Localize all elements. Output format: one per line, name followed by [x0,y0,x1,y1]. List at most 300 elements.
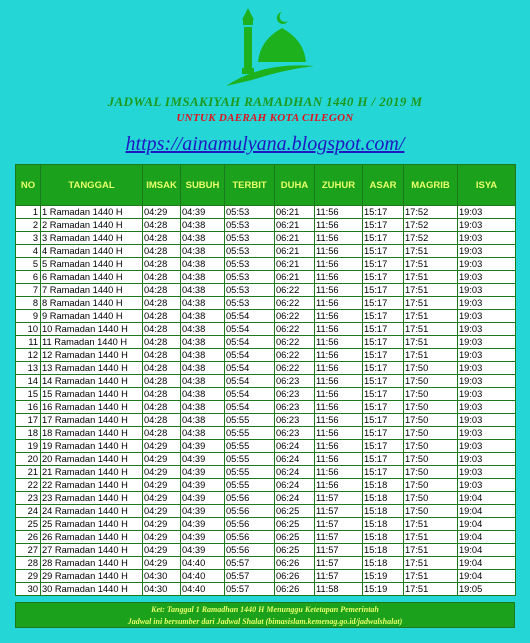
table-row [16,414,516,427]
table-cell-zuhur: 11:56 [315,206,363,219]
table-cell-zuhur: 11:57 [315,518,363,531]
table-cell-asar: 15:18 [363,479,404,492]
table-cell-duha: 06:21 [275,219,315,232]
table-cell-asar: 15:17 [363,284,404,297]
table-cell-terbit: 05:53 [225,232,275,245]
table-cell-subuh: 04:39 [181,206,225,219]
table-cell-magrib: 17:50 [404,427,458,440]
table-cell-magrib: 17:52 [404,219,458,232]
table-cell-magrib: 17:51 [404,258,458,271]
table-cell-isya: 19:03 [458,388,516,401]
table-cell-terbit: 05:53 [225,297,275,310]
table-cell-subuh: 04:38 [181,219,225,232]
table-cell-asar: 15:19 [363,570,404,583]
table-cell-duha: 06:21 [275,271,315,284]
table-cell-tanggal: 17 Ramadan 1440 H [41,414,143,427]
table-cell-subuh: 04:38 [181,297,225,310]
table-cell-asar: 15:17 [363,245,404,258]
table-cell-zuhur: 11:56 [315,401,363,414]
table-cell-magrib: 17:51 [404,271,458,284]
table-cell-tanggal: 10 Ramadan 1440 H [41,323,143,336]
table-cell-duha: 06:23 [275,375,315,388]
table-cell-magrib: 17:50 [404,440,458,453]
table-cell-imsak: 04:29 [143,557,181,570]
table-cell-duha: 06:23 [275,388,315,401]
table-cell-duha: 06:22 [275,310,315,323]
table-cell-zuhur: 11:56 [315,310,363,323]
table-row [16,492,516,505]
table-cell-tanggal: 11 Ramadan 1440 H [41,336,143,349]
table-cell-isya: 19:04 [458,518,516,531]
table-cell-isya: 19:03 [458,362,516,375]
table-cell-no: 10 [16,323,41,336]
table-cell-tanggal: 12 Ramadan 1440 H [41,349,143,362]
table-cell-imsak: 04:29 [143,440,181,453]
table-cell-terbit: 05:54 [225,401,275,414]
column-header-imsak: IMSAK [143,165,181,206]
table-cell-subuh: 04:39 [181,453,225,466]
table-cell-terbit: 05:55 [225,453,275,466]
table-cell-magrib: 17:51 [404,310,458,323]
table-cell-isya: 19:03 [458,427,516,440]
table-cell-imsak: 04:28 [143,427,181,440]
table-cell-asar: 15:17 [363,297,404,310]
table-cell-terbit: 05:57 [225,570,275,583]
blog-link[interactable]: https://ainamulyana.blogspot.com/ [125,133,405,155]
table-cell-isya: 19:03 [458,219,516,232]
table-cell-isya: 19:03 [458,479,516,492]
table-cell-terbit: 05:53 [225,271,275,284]
table-row [16,245,516,258]
table-cell-asar: 15:17 [363,219,404,232]
table-cell-tanggal: 23 Ramadan 1440 H [41,492,143,505]
table-row [16,401,516,414]
table-cell-imsak: 04:28 [143,284,181,297]
table-row [16,505,516,518]
table-cell-asar: 15:17 [363,401,404,414]
table-cell-no: 23 [16,492,41,505]
table-cell-duha: 06:22 [275,362,315,375]
table-cell-magrib: 17:51 [404,583,458,596]
table-cell-tanggal: 9 Ramadan 1440 H [41,310,143,323]
table-cell-tanggal: 21 Ramadan 1440 H [41,466,143,479]
table-cell-isya: 19:03 [458,271,516,284]
table-cell-no: 20 [16,453,41,466]
table-cell-no: 26 [16,531,41,544]
table-row [16,375,516,388]
table-cell-subuh: 04:39 [181,492,225,505]
table-row [16,219,516,232]
table-cell-tanggal: 7 Ramadan 1440 H [41,284,143,297]
table-cell-no: 4 [16,245,41,258]
table-cell-imsak: 04:29 [143,466,181,479]
table-cell-terbit: 05:56 [225,518,275,531]
column-header-zuhur: ZUHUR [315,165,363,206]
table-cell-imsak: 04:28 [143,258,181,271]
table-cell-magrib: 17:51 [404,284,458,297]
table-cell-subuh: 04:38 [181,271,225,284]
table-row [16,479,516,492]
table-cell-imsak: 04:28 [143,401,181,414]
table-cell-duha: 06:22 [275,336,315,349]
table-row [16,349,516,362]
table-cell-duha: 06:24 [275,466,315,479]
table-cell-isya: 19:03 [458,453,516,466]
table-cell-tanggal: 16 Ramadan 1440 H [41,401,143,414]
table-cell-duha: 06:26 [275,583,315,596]
table-cell-no: 17 [16,414,41,427]
table-cell-isya: 19:03 [458,414,516,427]
table-row [16,258,516,271]
table-cell-zuhur: 11:56 [315,440,363,453]
table-cell-asar: 15:18 [363,518,404,531]
table-row [16,206,516,219]
table-cell-zuhur: 11:56 [315,414,363,427]
table-cell-zuhur: 11:56 [315,453,363,466]
table-cell-subuh: 04:40 [181,557,225,570]
table-row [16,271,516,284]
table-header-row [16,165,516,206]
table-cell-subuh: 04:38 [181,284,225,297]
table-cell-tanggal: 26 Ramadan 1440 H [41,531,143,544]
table-cell-no: 11 [16,336,41,349]
table-cell-zuhur: 11:56 [315,219,363,232]
table-cell-subuh: 04:38 [181,362,225,375]
table-cell-duha: 06:21 [275,258,315,271]
table-cell-subuh: 04:39 [181,440,225,453]
table-cell-zuhur: 11:56 [315,336,363,349]
table-cell-imsak: 04:29 [143,453,181,466]
table-row [16,531,516,544]
table-cell-zuhur: 11:58 [315,583,363,596]
table-cell-terbit: 05:56 [225,544,275,557]
table-cell-no: 1 [16,206,41,219]
table-row [16,544,516,557]
table-cell-isya: 19:03 [458,297,516,310]
table-cell-subuh: 04:39 [181,479,225,492]
table-cell-no: 27 [16,544,41,557]
table-cell-isya: 19:03 [458,245,516,258]
table-cell-imsak: 04:29 [143,492,181,505]
table-cell-no: 24 [16,505,41,518]
table-cell-no: 29 [16,570,41,583]
table-cell-asar: 15:17 [363,388,404,401]
mosque-icon [222,6,318,90]
table-cell-duha: 06:24 [275,479,315,492]
table-cell-tanggal: 5 Ramadan 1440 H [41,258,143,271]
table-cell-isya: 19:04 [458,570,516,583]
table-cell-no: 12 [16,349,41,362]
table-cell-duha: 06:22 [275,349,315,362]
table-cell-tanggal: 14 Ramadan 1440 H [41,375,143,388]
table-cell-imsak: 04:28 [143,219,181,232]
page-subtitle: UNTUK DAERAH KOTA CILEGON [176,112,354,124]
table-cell-imsak: 04:28 [143,323,181,336]
table-cell-terbit: 05:54 [225,375,275,388]
table-cell-tanggal: 20 Ramadan 1440 H [41,453,143,466]
table-cell-isya: 19:03 [458,401,516,414]
table-cell-duha: 06:21 [275,245,315,258]
table-cell-zuhur: 11:57 [315,531,363,544]
table-cell-isya: 19:04 [458,492,516,505]
table-cell-asar: 15:17 [363,206,404,219]
table-cell-imsak: 04:28 [143,245,181,258]
table-cell-tanggal: 2 Ramadan 1440 H [41,219,143,232]
column-header-magrib: MAGRIB [404,165,458,206]
table-cell-zuhur: 11:56 [315,466,363,479]
table-cell-imsak: 04:28 [143,414,181,427]
table-cell-duha: 06:25 [275,531,315,544]
table-cell-no: 3 [16,232,41,245]
table-row [16,323,516,336]
table-cell-tanggal: 22 Ramadan 1440 H [41,479,143,492]
table-cell-zuhur: 11:56 [315,375,363,388]
table-cell-tanggal: 3 Ramadan 1440 H [41,232,143,245]
table-cell-magrib: 17:51 [404,297,458,310]
table-cell-subuh: 04:38 [181,336,225,349]
table-cell-tanggal: 15 Ramadan 1440 H [41,388,143,401]
table-cell-zuhur: 11:56 [315,284,363,297]
table-cell-imsak: 04:28 [143,349,181,362]
table-cell-subuh: 04:40 [181,570,225,583]
table-cell-no: 18 [16,427,41,440]
table-cell-duha: 06:22 [275,323,315,336]
table-cell-terbit: 05:54 [225,310,275,323]
table-cell-no: 5 [16,258,41,271]
table-cell-terbit: 05:57 [225,557,275,570]
table-cell-terbit: 05:57 [225,583,275,596]
table-cell-terbit: 05:53 [225,284,275,297]
table-cell-terbit: 05:55 [225,427,275,440]
table-row [16,427,516,440]
column-header-duha: DUHA [275,165,315,206]
table-cell-duha: 06:21 [275,206,315,219]
table-cell-terbit: 05:55 [225,466,275,479]
table-cell-no: 6 [16,271,41,284]
table-cell-no: 19 [16,440,41,453]
table-cell-tanggal: 30 Ramadan 1440 H [41,583,143,596]
table-cell-tanggal: 19 Ramadan 1440 H [41,440,143,453]
table-row [16,557,516,570]
table-cell-duha: 06:23 [275,427,315,440]
table-cell-isya: 19:03 [458,258,516,271]
table-cell-no: 9 [16,310,41,323]
table-row [16,362,516,375]
table-cell-zuhur: 11:57 [315,557,363,570]
table-cell-isya: 19:03 [458,284,516,297]
table-cell-no: 16 [16,401,41,414]
column-header-subuh: SUBUH [181,165,225,206]
table-cell-magrib: 17:50 [404,505,458,518]
table-cell-subuh: 04:39 [181,466,225,479]
table-cell-magrib: 17:50 [404,401,458,414]
table-cell-asar: 15:17 [363,232,404,245]
table-row [16,297,516,310]
table-cell-zuhur: 11:56 [315,323,363,336]
table-cell-isya: 19:04 [458,544,516,557]
table-cell-magrib: 17:51 [404,245,458,258]
table-cell-asar: 15:18 [363,492,404,505]
table-cell-imsak: 04:29 [143,505,181,518]
table-cell-zuhur: 11:56 [315,271,363,284]
table-cell-subuh: 04:39 [181,544,225,557]
table-cell-tanggal: 27 Ramadan 1440 H [41,544,143,557]
table-cell-imsak: 04:28 [143,375,181,388]
footer-line-2: Jadwal ini bersumber dari Jadwal Shalat (bimasislam.kemenag.go.id/jadwalshalat) [127,617,403,626]
table-cell-zuhur: 11:56 [315,349,363,362]
table-cell-no: 8 [16,297,41,310]
table-cell-subuh: 04:38 [181,414,225,427]
table-cell-asar: 15:17 [363,440,404,453]
table-cell-subuh: 04:38 [181,323,225,336]
table-cell-no: 25 [16,518,41,531]
table-row [16,232,516,245]
table-cell-imsak: 04:28 [143,388,181,401]
table-cell-asar: 15:17 [363,310,404,323]
table-cell-duha: 06:25 [275,544,315,557]
table-cell-magrib: 17:51 [404,544,458,557]
schedule-table [15,164,516,596]
footer-note [15,602,515,628]
table-cell-duha: 06:25 [275,518,315,531]
table-cell-magrib: 17:51 [404,349,458,362]
table-row [16,284,516,297]
table-cell-isya: 19:03 [458,310,516,323]
table-cell-asar: 15:17 [363,453,404,466]
table-cell-zuhur: 11:57 [315,544,363,557]
table-cell-no: 21 [16,466,41,479]
table-cell-isya: 19:03 [458,440,516,453]
table-cell-terbit: 05:56 [225,492,275,505]
table-cell-terbit: 05:54 [225,323,275,336]
table-cell-tanggal: 28 Ramadan 1440 H [41,557,143,570]
table-cell-no: 2 [16,219,41,232]
column-header-isya: ISYA [458,165,516,206]
table-cell-imsak: 04:29 [143,531,181,544]
table-cell-imsak: 04:29 [143,206,181,219]
table-cell-magrib: 17:51 [404,557,458,570]
table-row [16,388,516,401]
table-cell-asar: 15:17 [363,427,404,440]
table-cell-magrib: 17:51 [404,323,458,336]
table-cell-subuh: 04:39 [181,505,225,518]
table-cell-subuh: 04:39 [181,518,225,531]
table-cell-duha: 06:26 [275,557,315,570]
table-cell-isya: 19:05 [458,583,516,596]
table-cell-subuh: 04:39 [181,531,225,544]
table-cell-terbit: 05:56 [225,505,275,518]
footer-line-1: Ket: Tanggal 1 Ramadhan 1440 H Menunggu Ketetapan Pemerintah [151,605,379,614]
table-cell-no: 30 [16,583,41,596]
table-cell-asar: 15:18 [363,557,404,570]
table-cell-tanggal: 29 Ramadan 1440 H [41,570,143,583]
table-cell-subuh: 04:38 [181,258,225,271]
table-cell-terbit: 05:54 [225,362,275,375]
table-cell-asar: 15:18 [363,544,404,557]
table-cell-imsak: 04:28 [143,232,181,245]
table-cell-imsak: 04:29 [143,479,181,492]
table-cell-no: 13 [16,362,41,375]
table-cell-zuhur: 11:56 [315,362,363,375]
table-row [16,440,516,453]
table-cell-terbit: 05:54 [225,349,275,362]
table-cell-magrib: 17:50 [404,479,458,492]
table-cell-magrib: 17:52 [404,232,458,245]
table-cell-asar: 15:18 [363,505,404,518]
table-cell-isya: 19:03 [458,323,516,336]
table-cell-terbit: 05:53 [225,245,275,258]
table-cell-terbit: 05:56 [225,531,275,544]
table-cell-tanggal: 13 Ramadan 1440 H [41,362,143,375]
table-cell-magrib: 17:51 [404,518,458,531]
table-cell-isya: 19:03 [458,336,516,349]
table-cell-terbit: 05:55 [225,479,275,492]
table-cell-magrib: 17:50 [404,388,458,401]
table-cell-duha: 06:23 [275,401,315,414]
table-cell-magrib: 17:50 [404,453,458,466]
table-cell-tanggal: 1 Ramadan 1440 H [41,206,143,219]
table-cell-imsak: 04:30 [143,583,181,596]
table-cell-no: 28 [16,557,41,570]
table-cell-subuh: 04:38 [181,427,225,440]
table-cell-zuhur: 11:56 [315,388,363,401]
table-cell-zuhur: 11:56 [315,258,363,271]
table-cell-duha: 06:24 [275,440,315,453]
table-cell-subuh: 04:38 [181,310,225,323]
table-cell-asar: 15:17 [363,323,404,336]
table-cell-imsak: 04:28 [143,336,181,349]
table-cell-isya: 19:03 [458,375,516,388]
table-cell-isya: 19:03 [458,466,516,479]
table-cell-zuhur: 11:56 [315,479,363,492]
table-cell-isya: 19:04 [458,557,516,570]
table-cell-duha: 06:22 [275,284,315,297]
table-cell-subuh: 04:38 [181,375,225,388]
table-cell-subuh: 04:38 [181,388,225,401]
table-cell-asar: 15:17 [363,349,404,362]
table-cell-zuhur: 11:56 [315,427,363,440]
table-cell-magrib: 17:51 [404,336,458,349]
table-cell-asar: 15:17 [363,271,404,284]
table-cell-imsak: 04:28 [143,271,181,284]
table-cell-asar: 15:17 [363,466,404,479]
table-cell-asar: 15:17 [363,336,404,349]
table-cell-tanggal: 4 Ramadan 1440 H [41,245,143,258]
table-cell-tanggal: 6 Ramadan 1440 H [41,271,143,284]
table-cell-imsak: 04:29 [143,544,181,557]
table-cell-zuhur: 11:57 [315,492,363,505]
table-cell-no: 7 [16,284,41,297]
table-cell-subuh: 04:38 [181,349,225,362]
table-cell-zuhur: 11:56 [315,297,363,310]
table-row [16,466,516,479]
table-cell-terbit: 05:53 [225,219,275,232]
column-header-terbit: TERBIT [225,165,275,206]
table-cell-terbit: 05:54 [225,388,275,401]
table-cell-tanggal: 25 Ramadan 1440 H [41,518,143,531]
column-header-tanggal: TANGGAL [41,165,143,206]
table-cell-terbit: 05:53 [225,258,275,271]
page-title: JADWAL IMSAKIYAH RAMADHAN 1440 H / 2019 M [107,94,423,109]
table-cell-duha: 06:22 [275,297,315,310]
table-cell-tanggal: 24 Ramadan 1440 H [41,505,143,518]
table-cell-asar: 15:17 [363,362,404,375]
table-cell-imsak: 04:29 [143,518,181,531]
table-cell-asar: 15:19 [363,583,404,596]
table-cell-duha: 06:24 [275,453,315,466]
table-cell-subuh: 04:38 [181,401,225,414]
table-cell-zuhur: 11:57 [315,505,363,518]
